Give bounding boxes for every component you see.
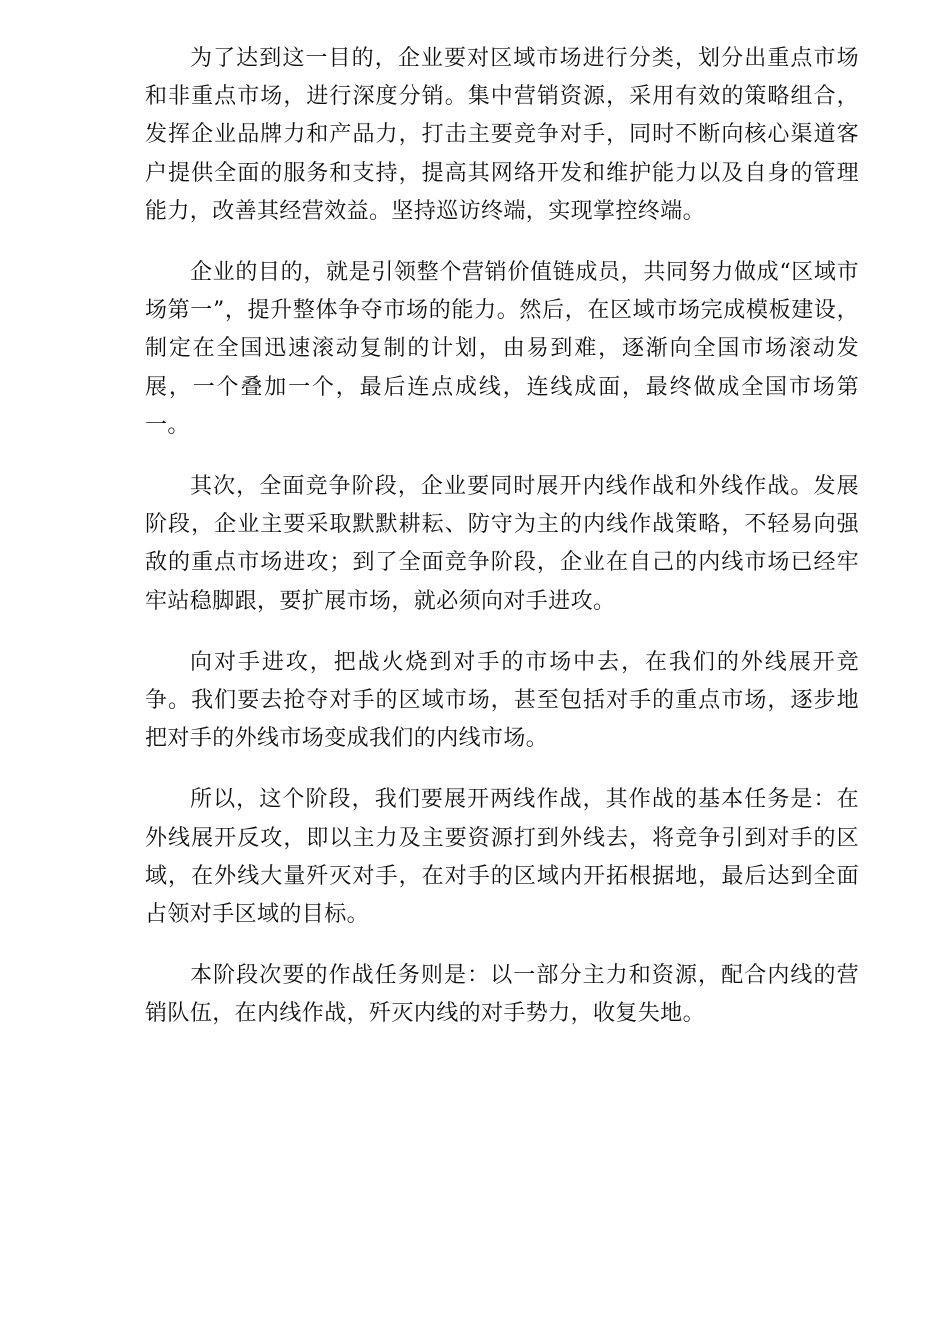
paragraph-1: 为了达到这一目的，企业要对区域市场进行分类，划分出重点市场和非重点市场，进行深度分销。集中营销资源，采用有效的策略组合，发挥企业品牌力和产品力，打击主要竞争对手，同时不断向核心渠道客户提供全面的服务和支持，提高其网络开发和维护能力以及自身的管理能力，改善其经营效益。坚持巡访终端，实现掌控终端。 bbox=[145, 46, 859, 224]
paragraph-3: 其次，全面竞争阶段，企业要同时展开内线作战和外线作战。发展阶段，企业主要采取默默耕耘、防守为主的内线作战策略，不轻易向强敌的重点市场进攻；到了全面竞争阶段，企业在自己的内线市场已经牢牢站稳脚跟，要扩展市场，就必须向对手进攻。 bbox=[145, 474, 859, 614]
paragraph-5: 所以，这个阶段，我们要展开两线作战，其作战的基本任务是：在外线展开反攻，即以主力及主要资源打到外线去，将竞争引到对手的区域，在外线大量歼灭对手，在对手的区域内开拓根据地，最后达到全面占领对手区域的目标。 bbox=[145, 787, 859, 928]
paragraph-4: 向对手进攻，把战火烧到对手的市场中去，在我们的外线展开竞争。我们要去抢夺对手的区域市场，甚至包括对手的重点市场，逐步地把对手的外线市场变成我们的内线市场。 bbox=[145, 649, 859, 752]
document-body bbox=[145, 40, 859, 1057]
paragraph-6: 本阶段次要的作战任务则是：以一部分主力和资源，配合内线的营销队伍，在内线作战，歼灭内线的对手势力，收复失地。 bbox=[145, 963, 859, 1027]
paragraph-2: 企业的目的，就是引领整个营销价值链成员，共同努力做成“区域市场第一”，提升整体争夺市场的能力。然后，在区域市场完成模板建设，制定在全国迅速滚动复制的计划，由易到难，逐渐向全国市场滚动发展，一个叠加一个，最后连点成线，连线成面，最终做成全国市场第一。 bbox=[145, 260, 859, 438]
